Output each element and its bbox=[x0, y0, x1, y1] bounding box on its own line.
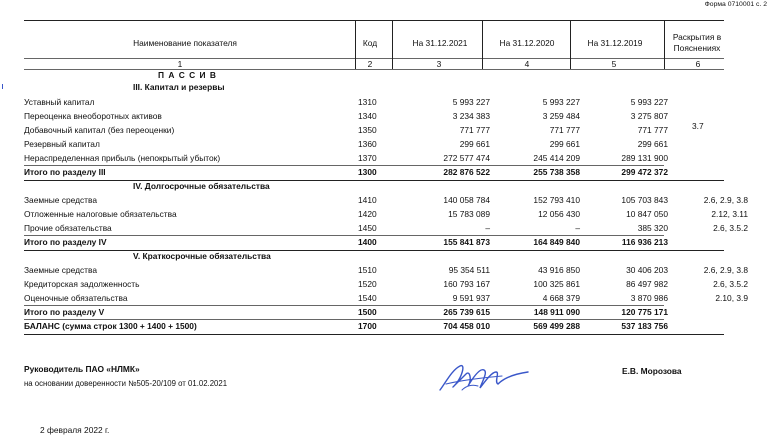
table-bottom-rule bbox=[24, 334, 724, 335]
row-name: Нераспределенная прибыль (непокрытый убыток) bbox=[24, 153, 221, 163]
row-value-2019: 86 497 982 bbox=[626, 279, 668, 289]
header-top-rule bbox=[24, 20, 724, 21]
signatory-name: Е.В. Морозова bbox=[622, 366, 682, 376]
row-ref: 2.10, 3.9 bbox=[715, 293, 748, 303]
signatory-position: Руководитель ПАО «НЛМК» bbox=[24, 364, 140, 374]
col-header-date-2021: На 31.12.2021 bbox=[412, 38, 468, 48]
col-header-ref: Раскрытия в Пояснениях bbox=[672, 32, 722, 53]
row-name: Переоценка внеоборотных активов bbox=[24, 111, 162, 121]
subtotal-row bbox=[24, 236, 724, 250]
row-value-2020: 12 056 430 bbox=[538, 209, 580, 219]
col-num-4: 4 bbox=[524, 59, 530, 69]
row-code: 1420 bbox=[358, 209, 377, 219]
row-value-2020: 164 849 840 bbox=[533, 237, 580, 247]
table-row bbox=[24, 138, 724, 152]
row-value-2021: 155 841 873 bbox=[443, 237, 490, 247]
col-num-6: 6 bbox=[695, 59, 701, 69]
row-name: Уставный капитал bbox=[24, 97, 95, 107]
form-code: Форма 0710001 с. 2 bbox=[704, 1, 767, 8]
row-value-2021: 9 591 937 bbox=[452, 293, 490, 303]
row-value-2019: 120 775 171 bbox=[621, 307, 668, 317]
row-value-2020: 4 668 379 bbox=[542, 293, 580, 303]
row-value-2021: 15 783 089 bbox=[448, 209, 490, 219]
row-value-2020: 569 499 288 bbox=[533, 321, 580, 331]
row-value-2021: 771 777 bbox=[459, 125, 490, 135]
row-code: 1700 bbox=[358, 321, 377, 331]
row-value-2021: 299 661 bbox=[459, 139, 490, 149]
row-value-2021: 282 876 522 bbox=[443, 167, 490, 177]
vrule bbox=[482, 20, 483, 69]
row-code: 1540 bbox=[358, 293, 377, 303]
table-row bbox=[24, 222, 748, 236]
row-value-2021: 5 993 227 bbox=[452, 97, 490, 107]
row-value-2019: 3 870 986 bbox=[630, 293, 668, 303]
row-name: Итого по разделу III bbox=[24, 167, 106, 177]
table-row bbox=[24, 96, 724, 110]
col-num-1: 1 bbox=[177, 59, 183, 69]
table-row bbox=[24, 208, 748, 222]
row-value-2020: 148 911 090 bbox=[533, 307, 580, 317]
row-value-2021: 95 354 511 bbox=[448, 265, 490, 275]
vrule bbox=[392, 20, 393, 69]
row-value-2021: 704 458 010 bbox=[443, 321, 490, 331]
table-row bbox=[24, 278, 748, 292]
row-ref: 3.7 bbox=[692, 121, 704, 131]
row-value-2019: 3 275 807 bbox=[630, 111, 668, 121]
row-name: БАЛАНС (сумма строк 1300 + 1400 + 1500) bbox=[24, 321, 197, 331]
row-name: Отложенные налоговые обязательства bbox=[24, 209, 177, 219]
row-value-2021: – bbox=[485, 223, 490, 233]
row-value-2020: 771 777 bbox=[549, 125, 580, 135]
row-value-2020: 245 414 209 bbox=[533, 153, 580, 163]
row-code: 1310 bbox=[358, 97, 377, 107]
row-ref: 2.12, 3.11 bbox=[711, 209, 748, 219]
row-code: 1400 bbox=[358, 237, 377, 247]
row-value-2019: 10 847 050 bbox=[626, 209, 668, 219]
section-3-title: III. Капитал и резервы bbox=[133, 82, 225, 92]
vrule bbox=[570, 20, 571, 69]
section-rule bbox=[24, 250, 724, 251]
row-value-2021: 265 739 615 bbox=[443, 307, 490, 317]
row-value-2019: 289 131 900 bbox=[621, 153, 668, 163]
row-code: 1500 bbox=[358, 307, 377, 317]
row-value-2019: 30 406 203 bbox=[626, 265, 668, 275]
col-header-name: Наименование показателя bbox=[133, 38, 237, 48]
row-code: 1510 bbox=[358, 265, 377, 275]
section-5-title: V. Краткосрочные обязательства bbox=[133, 251, 271, 261]
col-header-code: Код bbox=[362, 38, 378, 48]
row-value-2020: 255 738 358 bbox=[533, 167, 580, 177]
balance-total-row bbox=[24, 320, 724, 334]
table-row bbox=[24, 110, 724, 124]
row-code: 1370 bbox=[358, 153, 377, 163]
subtotal-row bbox=[24, 166, 724, 180]
row-code: 1450 bbox=[358, 223, 377, 233]
row-code: 1520 bbox=[358, 279, 377, 289]
row-value-2019: 299 661 bbox=[637, 139, 668, 149]
table-row bbox=[24, 292, 748, 306]
row-code: 1300 bbox=[358, 167, 377, 177]
signatory-basis: на основании доверенности №505-20/109 от 01.02.2021 bbox=[24, 379, 228, 388]
row-value-2021: 140 058 784 bbox=[443, 195, 490, 205]
row-value-2020: 5 993 227 bbox=[542, 97, 580, 107]
row-value-2019: 385 320 bbox=[637, 223, 668, 233]
row-name: Кредиторская задолженность bbox=[24, 279, 140, 289]
row-value-2019: 116 936 213 bbox=[621, 237, 668, 247]
row-name: Добавочный капитал (без переоценки) bbox=[24, 125, 175, 135]
col-num-2: 2 bbox=[367, 59, 373, 69]
row-code: 1410 bbox=[358, 195, 377, 205]
table-row bbox=[24, 121, 724, 138]
row-ref: 2.6, 2.9, 3.8 bbox=[703, 195, 748, 205]
row-code: 1350 bbox=[358, 125, 377, 135]
table-row bbox=[24, 152, 724, 166]
table-row bbox=[24, 264, 748, 278]
row-name: Итого по разделу IV bbox=[24, 237, 107, 247]
row-value-2019: 105 703 843 bbox=[621, 195, 668, 205]
handwritten-signature bbox=[432, 360, 532, 396]
vrule bbox=[355, 20, 356, 69]
row-name: Заемные средства bbox=[24, 265, 98, 275]
row-ref: 2.6, 3.5.2 bbox=[713, 279, 748, 289]
row-value-2021: 3 234 383 bbox=[452, 111, 490, 121]
table-row bbox=[24, 194, 748, 208]
col-header-date-2019: На 31.12.2019 bbox=[587, 38, 643, 48]
row-name: Прочие обязательства bbox=[24, 223, 112, 233]
col-num-3: 3 bbox=[436, 59, 442, 69]
vrule bbox=[664, 20, 665, 69]
document-date: 2 февраля 2022 г. bbox=[40, 425, 110, 435]
row-value-2020: 43 916 850 bbox=[538, 265, 580, 275]
row-value-2020: 3 259 484 bbox=[542, 111, 580, 121]
row-value-2021: 160 793 167 bbox=[443, 279, 490, 289]
row-code: 1360 bbox=[358, 139, 377, 149]
section-4-title: IV. Долгосрочные обязательства bbox=[133, 181, 270, 191]
row-name: Резервный капитал bbox=[24, 139, 100, 149]
row-value-2019: 771 777 bbox=[637, 125, 668, 135]
row-value-2021: 272 577 474 bbox=[443, 153, 490, 163]
row-ref: 2.6, 3.5.2 bbox=[713, 223, 748, 233]
section-rule bbox=[24, 180, 724, 181]
col-header-date-2020: На 31.12.2020 bbox=[499, 38, 555, 48]
row-name: Заемные средства bbox=[24, 195, 98, 205]
row-name: Итого по разделу V bbox=[24, 307, 105, 317]
row-value-2019: 5 993 227 bbox=[630, 97, 668, 107]
row-name: Оценочные обязательства bbox=[24, 293, 128, 303]
row-value-2019: 299 472 372 bbox=[621, 167, 668, 177]
row-value-2020: 100 325 861 bbox=[533, 279, 580, 289]
page-marker bbox=[2, 84, 6, 89]
row-ref: 2.6, 2.9, 3.8 bbox=[703, 265, 748, 275]
row-value-2020: 152 793 410 bbox=[533, 195, 580, 205]
row-value-2019: 537 183 756 bbox=[621, 321, 668, 331]
passiv-title: П А С С И В bbox=[158, 70, 217, 80]
header-bottom-rule bbox=[24, 69, 724, 70]
subtotal-row bbox=[24, 306, 724, 320]
row-value-2020: – bbox=[575, 223, 580, 233]
col-num-5: 5 bbox=[611, 59, 617, 69]
row-code: 1340 bbox=[358, 111, 377, 121]
row-value-2020: 299 661 bbox=[549, 139, 580, 149]
